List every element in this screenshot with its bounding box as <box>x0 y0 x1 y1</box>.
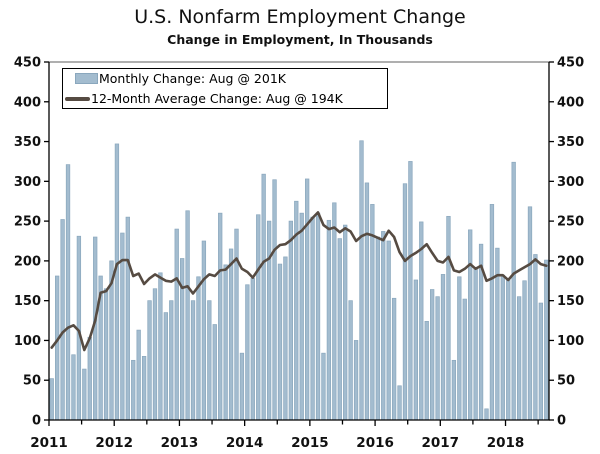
bar-month-90 <box>539 303 543 420</box>
bar-month-54 <box>343 225 347 420</box>
chart-legend <box>62 68 388 109</box>
bar-month-27 <box>197 277 201 420</box>
bar-month-37 <box>251 278 255 420</box>
average-line-swatch-icon <box>65 97 90 101</box>
legend-row-average <box>63 90 387 108</box>
bar-month-80 <box>485 409 489 420</box>
bar-month-85 <box>512 162 516 420</box>
bar-month-4 <box>72 355 76 420</box>
svg-text:450: 450 <box>557 55 585 71</box>
y-axis-right-labels <box>549 56 584 429</box>
bar-month-18 <box>148 301 152 420</box>
bar-month-88 <box>528 207 532 420</box>
bar-month-75 <box>458 277 462 420</box>
bar-month-47 <box>305 179 309 420</box>
bar-month-14 <box>126 217 130 420</box>
bar-month-36 <box>246 285 250 420</box>
svg-text:150: 150 <box>557 294 585 310</box>
bar-month-65 <box>403 184 407 420</box>
bar-month-57 <box>360 141 364 420</box>
bar-month-15 <box>131 360 135 420</box>
x-label-2016: 2016 <box>356 435 394 451</box>
svg-text:100: 100 <box>557 333 585 349</box>
bar-month-41 <box>273 180 277 420</box>
bar-month-33 <box>229 249 233 420</box>
bar-month-58 <box>365 183 369 420</box>
bar-month-1 <box>55 276 59 420</box>
y-axis-left-labels <box>14 56 49 429</box>
bar-month-0 <box>50 379 54 420</box>
bar-month-50 <box>322 353 326 420</box>
bar-month-56 <box>354 340 358 420</box>
svg-text:300: 300 <box>13 174 41 190</box>
svg-text:350: 350 <box>13 135 41 151</box>
bar-month-46 <box>300 213 304 420</box>
bar-month-86 <box>517 297 521 420</box>
bar-month-78 <box>474 269 478 420</box>
bar-month-87 <box>523 281 527 420</box>
bar-month-62 <box>387 241 391 420</box>
bar-month-19 <box>153 289 157 420</box>
bar-month-81 <box>490 204 494 420</box>
bar-month-10 <box>104 289 108 420</box>
svg-text:400: 400 <box>13 95 41 111</box>
x-label-2017: 2017 <box>421 435 460 451</box>
legend-monthly-label: Monthly Change: Aug @ 201K <box>99 71 286 86</box>
bar-month-67 <box>414 280 418 420</box>
bar-month-64 <box>398 386 402 420</box>
bar-month-3 <box>66 165 70 420</box>
bar-month-29 <box>208 301 212 420</box>
bar-month-89 <box>534 255 538 420</box>
bar-month-53 <box>338 239 342 420</box>
bar-month-23 <box>175 229 179 420</box>
bar-month-39 <box>262 174 266 420</box>
bar-month-32 <box>224 265 228 420</box>
bar-month-55 <box>349 301 353 420</box>
bar-month-68 <box>419 222 423 420</box>
bar-month-22 <box>169 301 173 420</box>
svg-text:100: 100 <box>13 333 41 349</box>
bar-month-66 <box>409 161 413 420</box>
svg-text:300: 300 <box>557 174 585 190</box>
bar-month-52 <box>333 203 337 420</box>
chart-subtitle: Change in Employment, In Thousands <box>167 32 433 47</box>
bar-month-51 <box>327 220 331 420</box>
bar-month-73 <box>447 216 451 420</box>
svg-text:150: 150 <box>13 294 41 310</box>
svg-text:250: 250 <box>13 214 41 230</box>
svg-text:50: 50 <box>557 373 576 389</box>
x-label-2015: 2015 <box>291 435 329 451</box>
bar-month-71 <box>436 297 440 420</box>
x-axis-year-labels <box>30 420 538 451</box>
bar-month-31 <box>218 213 222 420</box>
bar-month-25 <box>186 211 190 420</box>
bar-month-74 <box>452 360 456 420</box>
bar-month-21 <box>164 313 168 420</box>
bar-month-72 <box>441 274 445 420</box>
x-label-2013: 2013 <box>160 435 199 451</box>
svg-text:250: 250 <box>557 214 585 230</box>
bar-month-48 <box>311 217 315 420</box>
bar-month-49 <box>316 213 320 420</box>
bar-month-30 <box>213 325 217 420</box>
x-label-2018: 2018 <box>486 435 525 451</box>
bar-month-12 <box>115 144 119 420</box>
bar-month-83 <box>501 275 505 420</box>
bar-month-43 <box>284 257 288 420</box>
bar-month-84 <box>506 280 510 420</box>
bar-month-44 <box>289 221 293 420</box>
bar-month-2 <box>61 220 65 420</box>
bar-month-77 <box>468 230 472 420</box>
x-label-2014: 2014 <box>225 435 264 451</box>
bar-month-61 <box>381 231 385 420</box>
bar-month-70 <box>430 290 434 420</box>
bar-month-17 <box>142 356 146 420</box>
bar-month-42 <box>278 264 282 420</box>
bar-month-20 <box>159 273 163 420</box>
legend-row-monthly <box>63 70 387 88</box>
svg-text:0: 0 <box>31 413 41 429</box>
svg-text:0: 0 <box>557 413 567 429</box>
bar-month-7 <box>88 337 92 420</box>
svg-text:350: 350 <box>557 135 585 151</box>
svg-text:200: 200 <box>13 254 41 270</box>
bar-month-40 <box>267 221 271 420</box>
svg-text:200: 200 <box>557 254 585 270</box>
svg-text:50: 50 <box>22 373 41 389</box>
legend-average-label: 12-Month Average Change: Aug @ 194K <box>91 91 343 106</box>
bar-month-91 <box>544 260 548 420</box>
bar-month-16 <box>137 330 141 420</box>
bar-month-76 <box>463 299 467 420</box>
bar-month-28 <box>202 241 206 420</box>
bar-month-6 <box>83 369 87 420</box>
chart-title: U.S. Nonfarm Employment Change <box>134 6 466 28</box>
monthly-change-swatch-icon <box>75 73 98 84</box>
bar-month-26 <box>191 301 195 420</box>
svg-text:450: 450 <box>13 55 41 71</box>
bar-month-60 <box>376 237 380 420</box>
x-label-2011: 2011 <box>30 435 68 451</box>
bar-month-24 <box>180 259 184 421</box>
bar-month-35 <box>240 353 244 420</box>
x-label-2012: 2012 <box>95 435 134 451</box>
bar-month-38 <box>256 215 260 420</box>
svg-text:400: 400 <box>557 95 585 111</box>
bar-month-69 <box>425 321 429 420</box>
bar-month-63 <box>392 298 396 420</box>
bars-series <box>50 141 548 420</box>
